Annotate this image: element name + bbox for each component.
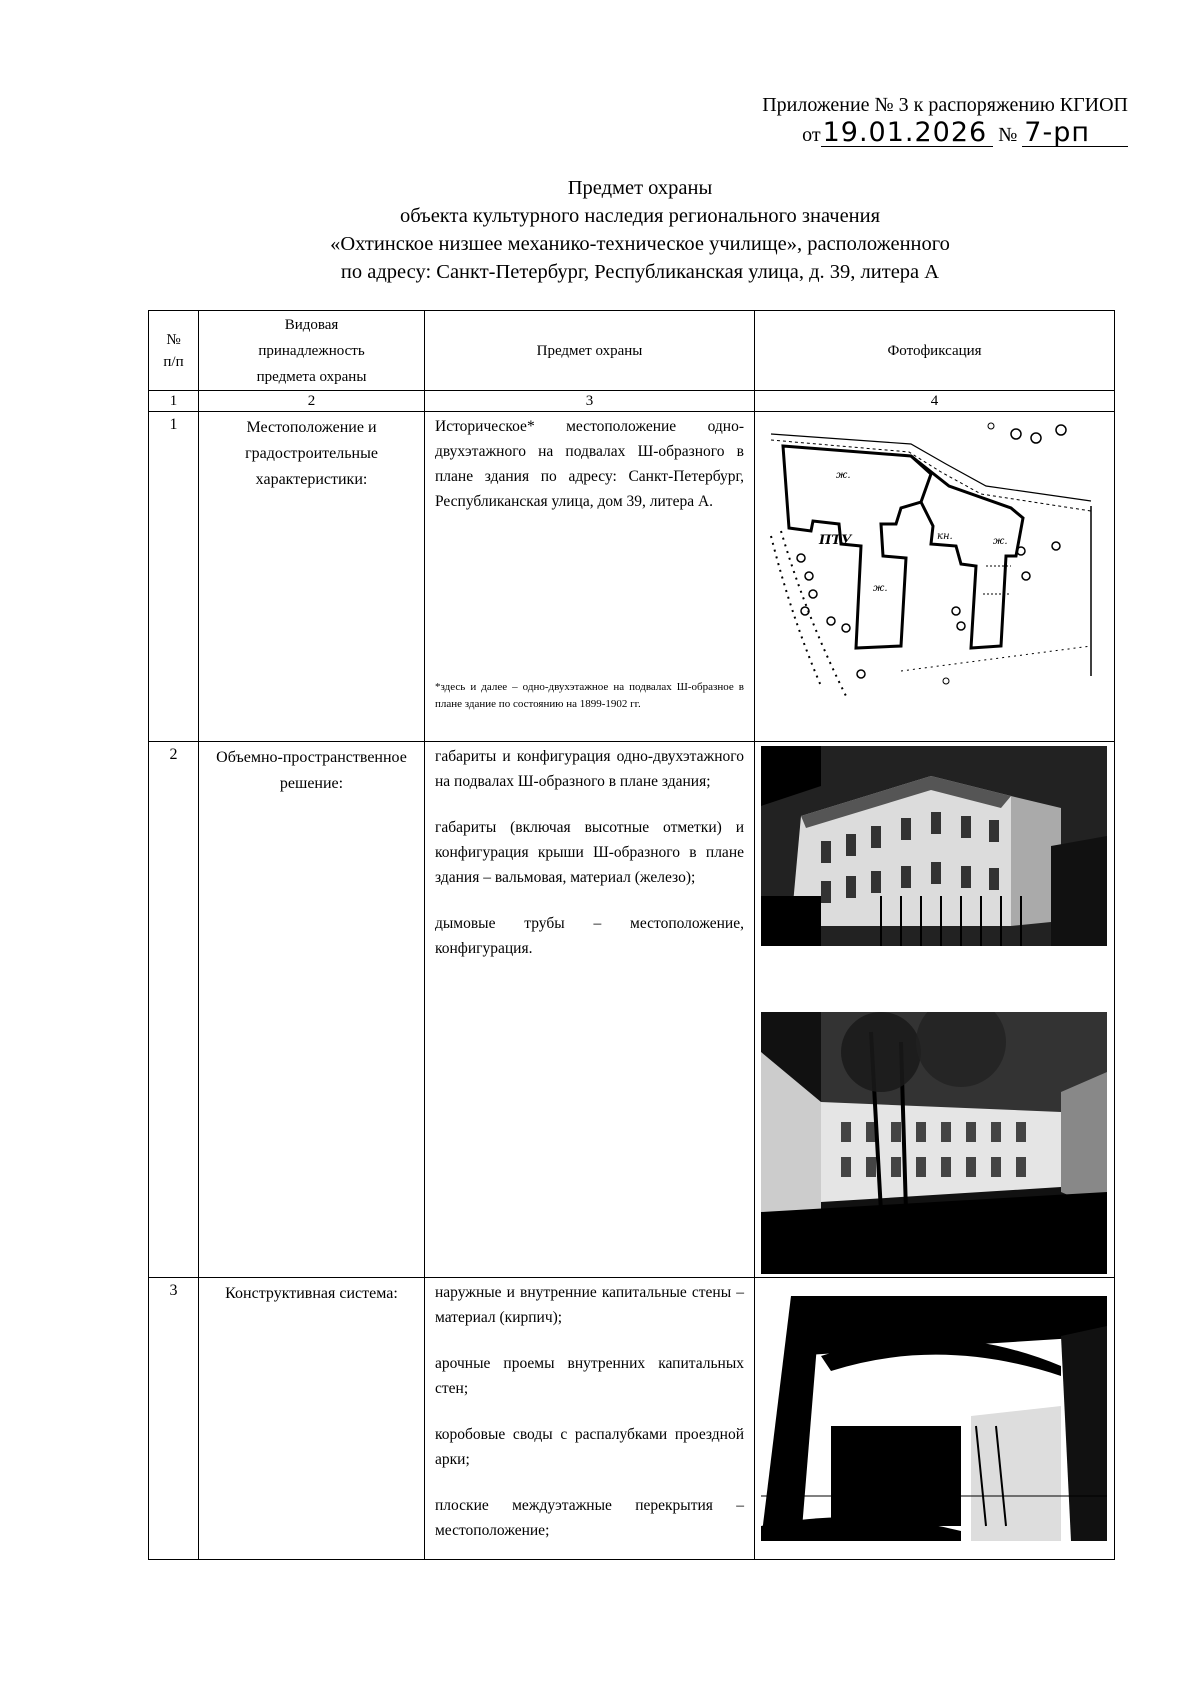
table-header-row — [149, 311, 1115, 391]
order-date-number — [802, 117, 1128, 148]
building-photo-1 — [761, 746, 1107, 996]
document-title — [160, 174, 1120, 286]
subject-paragraph: габариты и конфигурация одно-двухэтажного на подвалах Ш-образного в плане здания; — [435, 748, 744, 790]
subject-paragraph: наружные и внутренние капитальные стены – материал (кирпич); — [435, 1284, 744, 1326]
annex-header — [762, 92, 1128, 148]
order-date: 19.01.2026 — [821, 120, 994, 147]
column-number-row — [149, 391, 1115, 412]
map-label-school: ПТУ — [819, 533, 852, 548]
subject-paragraph: Историческое* местоположение одно-двухэтажного на подвалах Ш-образного в плане здания по адресу: Санкт-Петербург, Республиканская улица, дом 39, литера А. — [435, 418, 744, 510]
header-subject: Предмет охраны — [425, 311, 755, 391]
row-kind: Конструктивная система: — [199, 1278, 425, 1560]
row-subject — [425, 1278, 755, 1560]
map-label: ж. — [836, 470, 851, 481]
table-row — [149, 1278, 1115, 1560]
number-label: № — [998, 124, 1018, 146]
row-number: 3 — [149, 1278, 199, 1560]
footnote: *здесь и далее – одно-двухэтажное на подвалах Ш-образное в плане здание по состоянию на 1899-1902 гг. — [435, 681, 744, 710]
subject-paragraph: арочные проемы внутренних капитальных стен; — [435, 1355, 744, 1397]
map-label: ж. — [873, 583, 888, 594]
map-label: ж. — [993, 536, 1008, 547]
column-number: 4 — [755, 391, 1115, 412]
photo-cell — [755, 412, 1115, 742]
subject-paragraph: коробовые своды с распалубками проездной арки; — [435, 1426, 744, 1468]
row-number: 1 — [149, 412, 199, 742]
subject-paragraph: плоские междуэтажные перекрытия – местоположение; — [435, 1497, 744, 1539]
header-num: № п/п — [149, 311, 199, 391]
order-number: 7-рп — [1022, 120, 1128, 147]
column-number: 2 — [199, 391, 425, 412]
map-label: кн. — [937, 531, 953, 542]
row-number: 2 — [149, 742, 199, 1278]
column-number: 1 — [149, 391, 199, 412]
title-line-1: Предмет охраны — [567, 177, 713, 199]
subject-paragraph: дымовые трубы – местоположение, конфигурация. — [435, 915, 744, 957]
photo-cell — [755, 742, 1115, 1278]
header-kind: Видовая принадлежность предмета охраны — [199, 311, 425, 391]
row-kind: Объемно-пространственное решение: — [199, 742, 425, 1278]
building-photo-2 — [761, 1012, 1107, 1274]
from-label: от — [802, 124, 821, 146]
row-kind: Местоположение и градостроительные характеристики: — [199, 412, 425, 742]
column-number: 3 — [425, 391, 755, 412]
header-photo: Фотофиксация — [755, 311, 1115, 391]
protection-subject-table — [148, 310, 1115, 1560]
table-row — [149, 412, 1115, 742]
row-subject — [425, 742, 755, 1278]
row-subject — [425, 412, 755, 742]
title-line-3: «Охтинское низшее механико-техническое училище», расположенного — [330, 233, 950, 255]
annex-line: Приложение № 3 к распоряжению КГИОП — [762, 94, 1128, 116]
title-line-4: по адресу: Санкт-Петербург, Республиканская улица, д. 39, литера А — [340, 261, 940, 283]
table-row — [149, 742, 1115, 1278]
site-plan-image — [761, 416, 1107, 706]
subject-paragraph: габариты (включая высотные отметки) и конфигурация крыши Ш-образного в плане здания – вальмовая, материал (железо); — [435, 819, 744, 886]
title-line-2: объекта культурного наследия регионального значения — [399, 205, 881, 227]
photo-cell — [755, 1278, 1115, 1560]
arch-passage-photo — [761, 1296, 1107, 1541]
